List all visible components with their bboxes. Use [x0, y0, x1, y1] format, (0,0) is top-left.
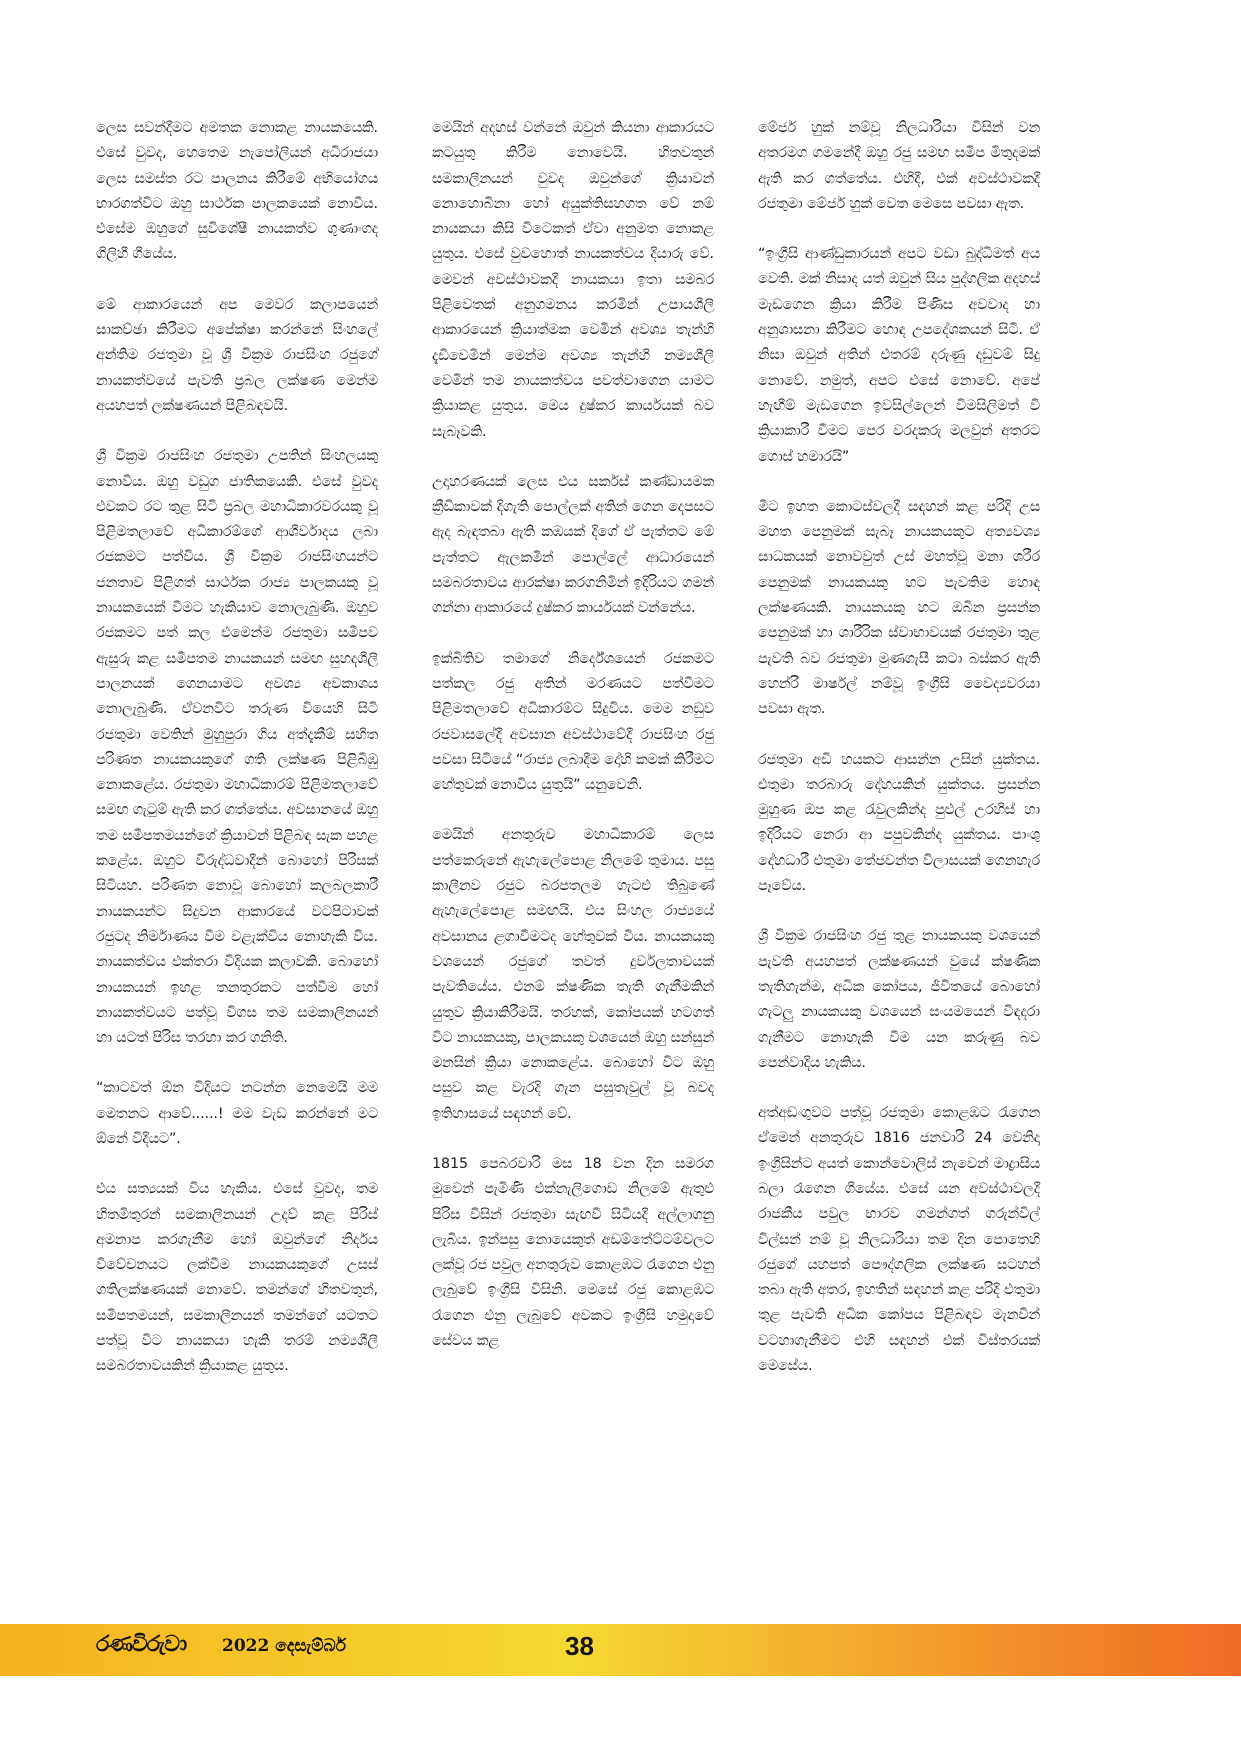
magazine-logo: රණවිරුවා [96, 1632, 187, 1657]
paragraph: ශ්‍රී වික්‍රම රාජසිංහ රජතුමා උපතින් සිංහලයකු නොවීය. ඔහු වඩුග ජාතිකයෙකි. එසේ වුවද එවකට රට තුළ සිටි ප්‍රබල මහාධිකාරවරයකු වූ පිළිමතලාවේ අධිකාරම්ගේ ආශීර්වාදය ලබා රජකමට පත්විය. ශ්‍රී වික්‍රම රාජසිංහයන්ට ජනතාව පිළිගත් සාර්ථක රාජ්‍ය පාලකයකු වූ නායකයෙක් වීමට හැකියාව නොලැබුණි. ඔහුව රජකමට පත් කල එමෙන්ම රජතුමා සමීපව ඇසුරු කළ සමීපතම නායකයන් සමඟ සුහදශීලී පාලනයක් ගෙනයාමට අවශ්‍ය අවකාශය නොලැබුණි. ඒවනවිට තරුණ වියෙහි සිටි රජතුමා වෙතින් මුහුපුරා ගිය අත්දැකීම් සහිත පරිණත නායකයකුගේ ගති ලක්ෂණ පිළිබිඹු නොකළේය. රජතුමා මහාධිකාරම් පිළිමතලාවේ සමඟ ගැටුම් ඇති කර ගත්තේය. අවසානයේ ඔහු තම සමීපතමයන්ගේ ක්‍රියාවන් පිළිබඳ සැක පහළ කළේය. ඔහුට විරුද්ධවාදීන් බොහෝ පිරිසක් සිටියහ. පරිණත නොවූ බොහෝ කලබලකාරී නායකයන්ට සිදුවන ආකාරයේ වටපිටාවක් රජුටද නිර්මාණය වීම වළැක්විය නොහැකි විය. නායකත්වය එක්තරා විදියක කලාවකි. බොහෝ නායකයන් ඉහළ තනතුරකට පත්වීම හෝ නායකත්වයට පත්වූ විගස තම සමකාලීනයන් හා යටත් පිරිස තරහා කර ගනිති. [96, 448, 378, 1047]
paragraph: ඉක්බිතිව තමාගේ නිර්දේශයෙන් රජකමට පත්කල රජු අතින් මරණයට පත්වීමට පිළිමතලාවේ අධිකාරම්ට සිදුවිය. මෙම නඩුව රජවාසලේදී අවසාන අවස්ථාවේදී රාජසිංහ රජු පවසා සිටියේ “රාජ්‍ය ලබාදීම දෝහි කමක් කිරීමට හේතුවක් නොවිය යුතුයි” යනුවෙනි. [432, 650, 714, 794]
issue-date: 2022 දෙසැම්බර් [222, 1636, 346, 1656]
paragraph: මෙයින් අනතුරුව මහාධිකාරම් ලෙස පත්කෙරුනේ ඇහැලේපොළ නිලමේ තුමාය. පසු කාලීනව රජුට බරපතලම ගැටළු තිබුණේ ඇහැලේපොළ සමඟයි. එය සිංහල රාජ්‍යයේ අවසානය ළගාවීමටද හේතුවක් විය. නායකයකු වශයෙන් රජුගේ තවත් දුර්වලතාවයක් පැවතියේය. එනම් ක්ෂණික තැති ගැනීමකින් යුතුව ක්‍රියාකිරීමයි. තරහක්, කෝපයක් හටගත් විට නායකයකු, පාලකයකු වශයෙන් ඔහු සන්සුන් මනසින් ක්‍රියා නොකළේය. බොහෝ විට ඔහු පසුව කළ වැරදි ගැන පසුතැවුල් වූ බවද ඉතිහාසයේ සඳහන් වේ. [432, 827, 714, 1122]
paragraph: මේජර් හුක් නම්වූ නිලධාරියා විසින් වන අතරමග ගමනේදී ඔහු රජු සමඟ සමීප මිතුදමක් ඇති කර ගත්තේය. එහිදී, එක් අවස්ථාවකදී රජතුමා මේජර් හුක් වෙත මෙසෙ පවසා ඇත. [758, 120, 1040, 212]
paragraph: මේ ආකාරයෙන් අප මෙවර කලාපයෙන් සාකච්ඡා කිරීමට අපේක්ෂා කරන්නේ සිංහලේ අන්තිම රජතුමා වූ ශ්‍රී වික්‍රම රාජසිංහ රජුගේ නායකත්වයේ පැවති ප්‍රබල ලක්ෂණ මෙන්ම අයහපත් ලක්ෂණයන් පිළිබඳවයි. [96, 296, 378, 414]
paragraph: මීට ඉහත කොටස්වලදී සඳහන් කළ පරිදි උස මහත පෙනුමක් සැබෑ නායකයකුට අත්‍යවශ්‍ය සාධකයක් නොවවුත් උස් මහත්වූ මනා ශරීර පෙනුමක් නායකයකු හට පැවතිම හොඳ ලක්ෂණයකි. නායකයකු හට ඔබින ප්‍රසන්න පෙනුමක් හා ශාරීරික ස්වාභාවයක් රජතුමා තුළ පැවති බව රජතුමා මුණගැසී කටා බස්කර ඇති හෙන්රි මාර්ෂල් නම්වූ ඉංග්‍රීසි වෛද්‍යවරයා පවසා ඇත. [758, 498, 1040, 718]
page-number: 38 [565, 1631, 594, 1661]
article-column-2 [432, 116, 714, 1379]
quote-paragraph: “කාටවත් ඕන විදියට නටන්න නෙමෙයි මම මෙතනට ආවේ......! මම වැඩ කරන්නේ මට ඕනේ විදියට”. [96, 1080, 378, 1147]
paragraph: මෙයින් අදහස් වන්නේ ඔවුන් කියනා ආකාරයට කටයුතු කිරීම නොවෙයි. හිතවතුන් සමකාලීනයන් වුවද ඔවුන්ගේ ක්‍රියාවන් නොහොබිනා හෝ අයුක්තිසහගත වේ නම් නායකයා කිසි විටෙකත් ඒවා අනුමත නොකළ යුතුය. එසේ වුවහොත් නායකත්වය දියාරු වේ. මෙවන් අවස්ථාවකදී නායකයා ඉතා සමබර පිළිවෙතක් අනුගමනය කරමින් උපායශීලී ආකාරයෙන් ක්‍රියාත්මක වෙමින් අවශ්‍ය තැන්හි දැඩිවෙමින් මෙන්ම අවශ්‍ය තැන්හි නම්‍යශීලී වෙමින් තම නායකත්වය පවත්වාගෙන යාමට ක්‍රියාකළ යුතුය. මෙය දුෂ්කර කාර්යයක් බව සැබෑවකි. [432, 120, 714, 440]
paragraph: එය සත්‍යයක් විය හැකිය. එසේ වුවද, තම හිතමිතුරන් සමකාලීනයන් උදව් කළ පිරිස් අමනාප කරගැනීම හෝ ඔවුන්ගේ නිර්දය විවේචනයට ලක්වීම නායකයකුගේ උසස් ගතිලක්ෂණයක් නොවේ. තමන්ගේ හිතවතුන්, සමීපතමයන්, සමකාලීනයන් තමන්ගේ යටතට පත්වූ විට නායකයා හැකි තරම් නම්‍යශීලී සමබරතාවයකින් ක්‍රියාකළ යුතුය. [96, 1181, 378, 1375]
footer-band [0, 1624, 1241, 1676]
paragraph: උදාහරණයක් ලෙස එය සර්කස් කණ්ඩායමක ක්‍රීඩිකාවක් දිගැති පොල්ලක් අතින් ගෙන දෙපසට ඇද බැඳතබා ඇති කඹයක් දිගේ ඒ පැත්තට මේ පැත්තට ඇලකමින් පොල්ලේ ආධාරයෙන් සමබරතාවය ආරක්ෂා කරගනිමින් ඉදිරියට ගමන් ගන්නා ආකාරයේ දුෂ්කර කාර්යයක් වන්නේය. [432, 473, 714, 617]
paragraph: රජතුමා අඩි හයකට ආසන්න උසින් යුක්තය. එතුමා තරබාරු දේහයකින් යුක්තය. ප්‍රසන්න මුහුණ ඔප කළ රැවුලකින්ද පුළුල් උරහිස් හා ඉදිරියට නෙරා ආ පපුවකින්ද යුක්තය. පාංශු දේහධාරී එතුමා තේජවන්ත විලාසයක් ගෙනහැර පෑවේය. [758, 751, 1040, 895]
paragraph: 1815 පෙබරවාරි මස 18 වන දින සමරග මුවෙන් පැමිණි එක්නැලිගොඩ නිලමේ ඇතුළු පිරිස විසින් රජතුමා සැඟවී සිටියදී අල්ලාගනු ලැබිය. ඉන්පසු නොයෙකුත් අඩම්තේට්ටම්වලට ලක්වූ රජ පවුල අනතුරුව කොළඹට රැගෙන එනු ලැබුවේ ඉංග්‍රීසි විසිනි. මෙසේ රජු කොළඹට රැගෙන එනු ලැබුවේ අවකට ඉංග්‍රීසි හමුදාවේ සේවය කළ [432, 1155, 714, 1350]
paragraph: ලෙස සවන්දීමට අමතක නොකළ නායකයෙකි. එසේ වුවද, හෙතෙම නැපෝලියන් අධිරාජයා ලෙස සමස්ත රට පාලනය කිරීමේ අභියෝගය භාරගත්විට ඔහු සාර්ථක පාලකයෙක් නොවීය. එසේම ඔහුගේ සුවිශේෂී නායකත්ව ගුණාංගද ගිලිහී ගියේය. [96, 120, 378, 263]
article-column-1 [96, 116, 378, 1405]
quote-paragraph: “ඉංග්‍රීසි ආණ්ඩුකාරයන් අපට වඩා බුද්ධිමත් අය වෙති. මක් නිසාද යත් ඔවුන් සිය පුද්ගලික අදහස් මැඩගෙන ක්‍රියා කිරීම පිණිස අවවාද හා අනුශාසනා කිරීමට හොඳ උපදේශකයන් සිටී. ඒ නිසා ඔවුන් අතින් එතරම් දරුණු දඩුවම් සිදු නොවේ. නමුත්, අපට එසේ නොවේ. අපේ හැඟීම් මැඩගෙන ඉවසිල්ලෙන් විමසිලිමත් වී ක්‍රියාකාරී වීමට පෙර වරදකරු මලවුන් අතරට ගොස් හමාරයි” [758, 246, 1040, 465]
paragraph: ශ්‍රී වික්‍රම රාජසිංහ රජු තුළ නායකයකු වශයෙන් පැවති අයහපත් ලක්ෂණයන් වුයේ ක්ෂණික තැතිගැන්ම, අධික කෝපය, ජීවිතයේ බොහෝ ගැටලු නායකයකු වශයෙන් සංයමයෙන් විඳදරා ගැනීමට නොහැකි වීම යන කරුණු බව පෙන්වාදිය හැකිය. [758, 928, 1040, 1071]
paragraph: අත්අඩංගුවට පත්වූ රජතුමා කොළඹට රැගෙන ඒමෙන් අනතුරුව 1816 ජනවාරි 24 වෙනිදා ඉංග්‍රීසින්ට අයත් කොන්වොලිස් නැවෙන් මාද්‍රාසිය බලා රැගෙන ගියේය. එසේ යන අවස්ථාවලදී රාජකීය පවුල භාරව ගමන්ගත් ගරුන්විල් විල්සන් නම් වූ නිලධාරියා තම දින පොතෙහි රජුගේ යහපත් පෞද්ගලික ලක්ෂණ සටහන් තබා ඇති අතර, ඉහතින් සඳහන් කළ පරිදි එතුමා තුළ පැවති අධික කෝපය පිළිබඳව මැනවින් වටහාගැනීමට එහි සඳහන් එක් විස්තරයක් මෙසේය. [758, 1105, 1040, 1375]
article-column-3 [758, 116, 1040, 1404]
